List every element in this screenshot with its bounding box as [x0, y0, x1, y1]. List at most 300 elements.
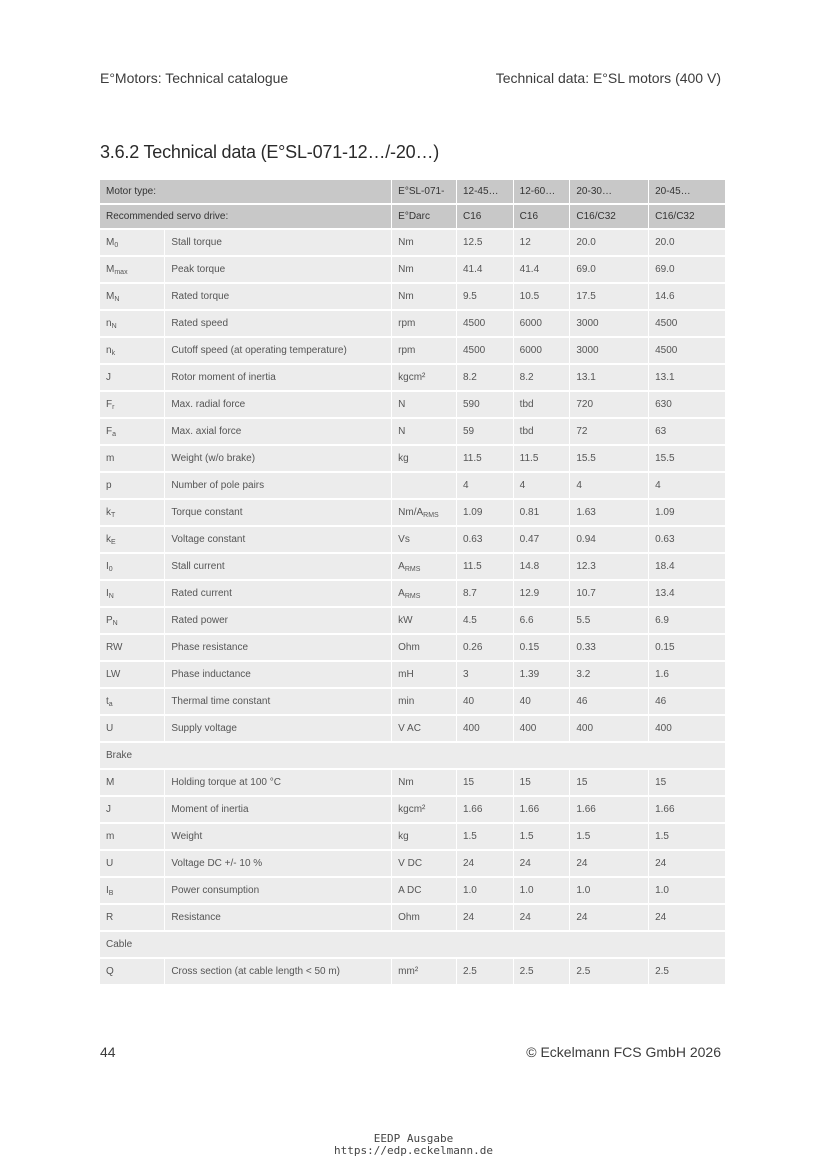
unit-cell	[392, 607, 457, 634]
value-cell: 1.66	[649, 796, 725, 823]
value-cell: 14.8	[513, 553, 570, 580]
value-cell: 40	[456, 688, 513, 715]
table-row	[100, 715, 725, 742]
value-cell: 0.26	[456, 634, 513, 661]
description-cell: Power consumption	[165, 877, 392, 904]
description-cell: Voltage DC +/- 10 %	[165, 850, 392, 877]
symbol-cell	[100, 688, 165, 715]
symbol: M	[106, 263, 115, 275]
value-cell: 4500	[649, 337, 725, 364]
unit: mH	[398, 669, 414, 680]
description-cell: Phase resistance	[165, 634, 392, 661]
description-cell: Torque constant	[165, 499, 392, 526]
symbol-cell	[100, 445, 165, 472]
value-cell: 1.66	[570, 796, 649, 823]
value-cell: 3000	[570, 310, 649, 337]
value-cell: 2.5	[649, 958, 725, 985]
value-cell: 1.0	[456, 877, 513, 904]
value-cell: 6000	[513, 310, 570, 337]
unit: min	[398, 696, 415, 707]
section-row	[100, 742, 725, 769]
symbol-subscript: 0	[108, 565, 113, 573]
value-cell: 12.3	[570, 553, 649, 580]
value-cell: 69.0	[570, 256, 649, 283]
section-label: Cable	[100, 931, 725, 958]
symbol-cell	[100, 850, 165, 877]
symbol: U	[106, 858, 114, 869]
symbol: p	[106, 480, 112, 491]
symbol: n	[106, 317, 112, 329]
symbol-cell	[100, 796, 165, 823]
unit-cell	[392, 499, 457, 526]
unit: V DC	[398, 858, 423, 869]
page-number: 44	[100, 1044, 116, 1060]
value-cell: 400	[513, 715, 570, 742]
value-cell: 1.66	[513, 796, 570, 823]
unit: kgcm²	[398, 804, 426, 815]
unit: A DC	[398, 885, 422, 896]
unit-cell	[392, 877, 457, 904]
symbol: n	[106, 344, 112, 356]
value-cell: 2.5	[513, 958, 570, 985]
value-cell: 6.9	[649, 607, 725, 634]
table-row	[100, 391, 725, 418]
unit-cell	[392, 418, 457, 445]
unit-cell	[392, 310, 457, 337]
symbol: P	[106, 614, 113, 626]
description-cell: Resistance	[165, 904, 392, 931]
unit: N	[398, 426, 406, 437]
table-row	[100, 634, 725, 661]
symbol-cell	[100, 310, 165, 337]
unit-cell	[392, 526, 457, 553]
unit: Nm	[398, 291, 414, 302]
symbol: M	[106, 777, 115, 788]
description-cell: Cross section (at cable length < 50 m)	[165, 958, 392, 985]
unit-cell	[392, 958, 457, 985]
table-row	[100, 553, 725, 580]
value-cell: 4500	[649, 310, 725, 337]
table-row	[100, 229, 725, 256]
description-cell: Peak torque	[165, 256, 392, 283]
value-cell: 1.39	[513, 661, 570, 688]
description-cell: Number of pole pairs	[165, 472, 392, 499]
value-cell: 0.15	[649, 634, 725, 661]
header-label: Motor type:	[100, 180, 392, 204]
header-value: 12-45…	[456, 180, 513, 204]
value-cell: 1.09	[456, 499, 513, 526]
symbol-subscript: 0	[114, 241, 119, 249]
value-cell: 1.63	[570, 499, 649, 526]
table-row	[100, 607, 725, 634]
running-header-left: E°Motors: Technical catalogue	[100, 70, 289, 86]
description-cell: Moment of inertia	[165, 796, 392, 823]
unit-cell	[392, 850, 457, 877]
value-cell: 24	[456, 904, 513, 931]
value-cell: 630	[649, 391, 725, 418]
value-cell: 12.9	[513, 580, 570, 607]
value-cell: 4	[456, 472, 513, 499]
value-cell: 14.6	[649, 283, 725, 310]
unit: A	[398, 560, 405, 572]
header-value: C16/C32	[649, 204, 725, 229]
value-cell: 11.5	[456, 553, 513, 580]
symbol-cell	[100, 283, 165, 310]
value-cell: 400	[570, 715, 649, 742]
value-cell: 1.09	[649, 499, 725, 526]
symbol: F	[106, 425, 113, 437]
table-row	[100, 661, 725, 688]
value-cell: 24	[649, 850, 725, 877]
header-value: C16/C32	[570, 204, 649, 229]
value-cell: 46	[649, 688, 725, 715]
running-header-right: Technical data: E°SL motors (400 V)	[495, 70, 721, 86]
table-row	[100, 796, 725, 823]
symbol-subscript: r	[112, 403, 115, 411]
value-cell: 1.0	[513, 877, 570, 904]
value-cell: 1.0	[649, 877, 725, 904]
description-cell: Supply voltage	[165, 715, 392, 742]
value-cell: 2.5	[570, 958, 649, 985]
value-cell: 5.5	[570, 607, 649, 634]
symbol-cell	[100, 337, 165, 364]
table-header-row	[100, 204, 725, 229]
symbol: k	[106, 506, 111, 518]
unit: rpm	[398, 318, 416, 329]
unit: Nm	[398, 264, 414, 275]
value-cell: 69.0	[649, 256, 725, 283]
symbol: k	[106, 533, 111, 545]
unit-cell	[392, 229, 457, 256]
unit-subscript: RMS	[404, 592, 421, 600]
value-cell: 0.15	[513, 634, 570, 661]
unit: Nm/A	[398, 506, 424, 518]
description-cell: Voltage constant	[165, 526, 392, 553]
table-row	[100, 337, 725, 364]
symbol-subscript: max	[114, 268, 128, 276]
symbol-subscript: a	[108, 700, 113, 708]
symbol-subscript: N	[111, 322, 117, 330]
unit-cell	[392, 337, 457, 364]
value-cell: 20.0	[570, 229, 649, 256]
symbol: LW	[106, 669, 121, 680]
table-row	[100, 580, 725, 607]
symbol-subscript: k	[111, 349, 116, 357]
value-cell: 1.0	[570, 877, 649, 904]
symbol-cell	[100, 877, 165, 904]
value-cell: 0.33	[570, 634, 649, 661]
value-cell: 12.5	[456, 229, 513, 256]
stamp-line-2: https://edp.eckelmann.de	[334, 1144, 493, 1157]
value-cell: 17.5	[570, 283, 649, 310]
description-cell: Rotor moment of inertia	[165, 364, 392, 391]
table-row	[100, 418, 725, 445]
value-cell: 41.4	[456, 256, 513, 283]
value-cell: 41.4	[513, 256, 570, 283]
value-cell: 4500	[456, 310, 513, 337]
unit-cell	[392, 904, 457, 931]
unit: Nm	[398, 237, 414, 248]
symbol: RW	[106, 642, 123, 653]
description-cell: Phase inductance	[165, 661, 392, 688]
symbol-cell	[100, 958, 165, 985]
symbol-cell	[100, 580, 165, 607]
symbol: M	[106, 290, 115, 302]
symbol-cell	[100, 391, 165, 418]
value-cell: 10.7	[570, 580, 649, 607]
value-cell: tbd	[513, 418, 570, 445]
value-cell: 11.5	[456, 445, 513, 472]
symbol-cell	[100, 364, 165, 391]
symbol: t	[106, 695, 109, 707]
table-row	[100, 256, 725, 283]
value-cell: 2.5	[456, 958, 513, 985]
value-cell: 8.2	[513, 364, 570, 391]
symbol: I	[106, 587, 109, 599]
value-cell: 590	[456, 391, 513, 418]
symbol-subscript: B	[108, 889, 114, 897]
value-cell: 1.66	[456, 796, 513, 823]
description-cell: Weight (w/o brake)	[165, 445, 392, 472]
value-cell: 24	[649, 904, 725, 931]
description-cell: Rated speed	[165, 310, 392, 337]
value-cell: 3.2	[570, 661, 649, 688]
header-value: C16	[513, 204, 570, 229]
unit: A	[398, 587, 405, 599]
unit-cell	[392, 769, 457, 796]
unit: kg	[398, 453, 409, 464]
table-row	[100, 688, 725, 715]
description-cell: Stall current	[165, 553, 392, 580]
value-cell: 6000	[513, 337, 570, 364]
table-row	[100, 364, 725, 391]
unit: Nm	[398, 777, 414, 788]
unit-cell	[392, 715, 457, 742]
technical-data-table	[100, 180, 725, 986]
symbol-cell	[100, 472, 165, 499]
value-cell: 15	[513, 769, 570, 796]
value-cell: 8.2	[456, 364, 513, 391]
unit-cell	[392, 553, 457, 580]
value-cell: tbd	[513, 391, 570, 418]
table-row	[100, 526, 725, 553]
value-cell: 46	[570, 688, 649, 715]
symbol: m	[106, 831, 115, 842]
value-cell: 20.0	[649, 229, 725, 256]
unit-cell	[392, 661, 457, 688]
value-cell: 4500	[456, 337, 513, 364]
symbol-cell	[100, 418, 165, 445]
unit-cell	[392, 580, 457, 607]
unit-subscript: RMS	[423, 511, 439, 519]
value-cell: 400	[649, 715, 725, 742]
value-cell: 720	[570, 391, 649, 418]
section-label: Brake	[100, 742, 725, 769]
symbol: U	[106, 723, 114, 734]
symbol: Q	[106, 966, 114, 977]
value-cell: 11.5	[513, 445, 570, 472]
unit-cell	[392, 256, 457, 283]
value-cell: 12	[513, 229, 570, 256]
value-cell: 0.81	[513, 499, 570, 526]
stamp-line-1: EEDP Ausgabe	[373, 1132, 454, 1145]
unit-cell	[392, 283, 457, 310]
description-cell: Holding torque at 100 °C	[165, 769, 392, 796]
description-cell: Rated power	[165, 607, 392, 634]
description-cell: Stall torque	[165, 229, 392, 256]
table-row	[100, 958, 725, 985]
symbol-subscript: E	[111, 538, 116, 546]
unit-cell	[392, 634, 457, 661]
section-row	[100, 931, 725, 958]
description-cell: Rated torque	[165, 283, 392, 310]
value-cell: 15	[570, 769, 649, 796]
value-cell: 1.5	[649, 823, 725, 850]
description-cell: Cutoff speed (at operating temperature)	[165, 337, 392, 364]
table-row	[100, 499, 725, 526]
symbol-cell	[100, 661, 165, 688]
header-unit: E°SL-071-	[392, 180, 457, 204]
unit-cell	[392, 688, 457, 715]
header-value: 20-45…	[649, 180, 725, 204]
value-cell: 40	[513, 688, 570, 715]
description-cell: Rated current	[165, 580, 392, 607]
value-cell: 24	[456, 850, 513, 877]
header-value: 20-30…	[570, 180, 649, 204]
value-cell: 4	[513, 472, 570, 499]
value-cell: 15.5	[570, 445, 649, 472]
table-row	[100, 472, 725, 499]
unit-cell	[392, 391, 457, 418]
value-cell: 63	[649, 418, 725, 445]
value-cell: 15.5	[649, 445, 725, 472]
symbol-cell	[100, 715, 165, 742]
value-cell: 3000	[570, 337, 649, 364]
symbol-subscript: N	[112, 619, 118, 627]
value-cell: 18.4	[649, 553, 725, 580]
symbol-cell	[100, 904, 165, 931]
unit: Ohm	[398, 642, 420, 653]
value-cell: 13.1	[570, 364, 649, 391]
symbol: J	[106, 372, 111, 383]
unit: Vs	[398, 534, 410, 545]
value-cell: 1.5	[570, 823, 649, 850]
symbol: F	[106, 398, 113, 410]
symbol-subscript: N	[108, 592, 114, 600]
symbol: I	[106, 560, 109, 572]
value-cell: 13.1	[649, 364, 725, 391]
value-cell: 0.63	[456, 526, 513, 553]
value-cell: 59	[456, 418, 513, 445]
table-row	[100, 823, 725, 850]
copyright: © Eckelmann FCS GmbH 2026	[526, 1044, 721, 1060]
value-cell: 0.94	[570, 526, 649, 553]
value-cell: 10.5	[513, 283, 570, 310]
value-cell: 8.7	[456, 580, 513, 607]
header-unit: E°Darc	[392, 204, 457, 229]
unit-cell	[392, 472, 457, 499]
description-cell: Max. radial force	[165, 391, 392, 418]
value-cell: 24	[513, 850, 570, 877]
unit-cell	[392, 364, 457, 391]
table-row	[100, 283, 725, 310]
description-cell: Weight	[165, 823, 392, 850]
symbol-cell	[100, 634, 165, 661]
symbol: R	[106, 912, 114, 923]
value-cell: 24	[570, 850, 649, 877]
value-cell: 1.5	[456, 823, 513, 850]
symbol-cell	[100, 553, 165, 580]
value-cell: 4.5	[456, 607, 513, 634]
value-cell: 6.6	[513, 607, 570, 634]
table-row	[100, 877, 725, 904]
table-row	[100, 850, 725, 877]
symbol-cell	[100, 229, 165, 256]
value-cell: 15	[649, 769, 725, 796]
symbol: J	[106, 804, 111, 815]
unit: kgcm²	[398, 372, 426, 383]
header-label: Recommended servo drive:	[100, 204, 392, 229]
symbol-cell	[100, 607, 165, 634]
unit-cell	[392, 823, 457, 850]
symbol-cell	[100, 256, 165, 283]
table-row	[100, 310, 725, 337]
value-cell: 13.4	[649, 580, 725, 607]
unit-cell	[392, 796, 457, 823]
value-cell: 24	[570, 904, 649, 931]
unit: kW	[398, 615, 413, 626]
value-cell: 0.63	[649, 526, 725, 553]
unit: Ohm	[398, 912, 420, 923]
value-cell: 4	[570, 472, 649, 499]
symbol-cell	[100, 499, 165, 526]
unit-cell	[392, 445, 457, 472]
description-cell: Max. axial force	[165, 418, 392, 445]
value-cell: 72	[570, 418, 649, 445]
symbol-subscript: T	[111, 511, 116, 519]
symbol: M	[106, 236, 115, 248]
header-value: 12-60…	[513, 180, 570, 204]
table-row	[100, 769, 725, 796]
value-cell: 15	[456, 769, 513, 796]
symbol: I	[106, 884, 109, 896]
value-cell: 0.47	[513, 526, 570, 553]
header-value: C16	[456, 204, 513, 229]
symbol-cell	[100, 526, 165, 553]
value-cell: 1.5	[513, 823, 570, 850]
table-header-row	[100, 180, 725, 204]
unit: V AC	[398, 723, 421, 734]
value-cell: 1.6	[649, 661, 725, 688]
value-cell: 24	[513, 904, 570, 931]
value-cell: 400	[456, 715, 513, 742]
symbol-cell	[100, 769, 165, 796]
table-row	[100, 445, 725, 472]
unit: rpm	[398, 345, 416, 356]
value-cell: 9.5	[456, 283, 513, 310]
table-row	[100, 904, 725, 931]
unit-subscript: RMS	[404, 565, 421, 573]
symbol-subscript: N	[114, 295, 120, 303]
symbol-subscript: a	[112, 430, 117, 438]
edition-stamp	[0, 1133, 827, 1157]
value-cell: 3	[456, 661, 513, 688]
unit: kg	[398, 831, 409, 842]
section-title: 3.6.2 Technical data (E°SL-071-12…/-20…)	[100, 142, 440, 162]
symbol-cell	[100, 823, 165, 850]
description-cell: Thermal time constant	[165, 688, 392, 715]
symbol: m	[106, 453, 115, 464]
